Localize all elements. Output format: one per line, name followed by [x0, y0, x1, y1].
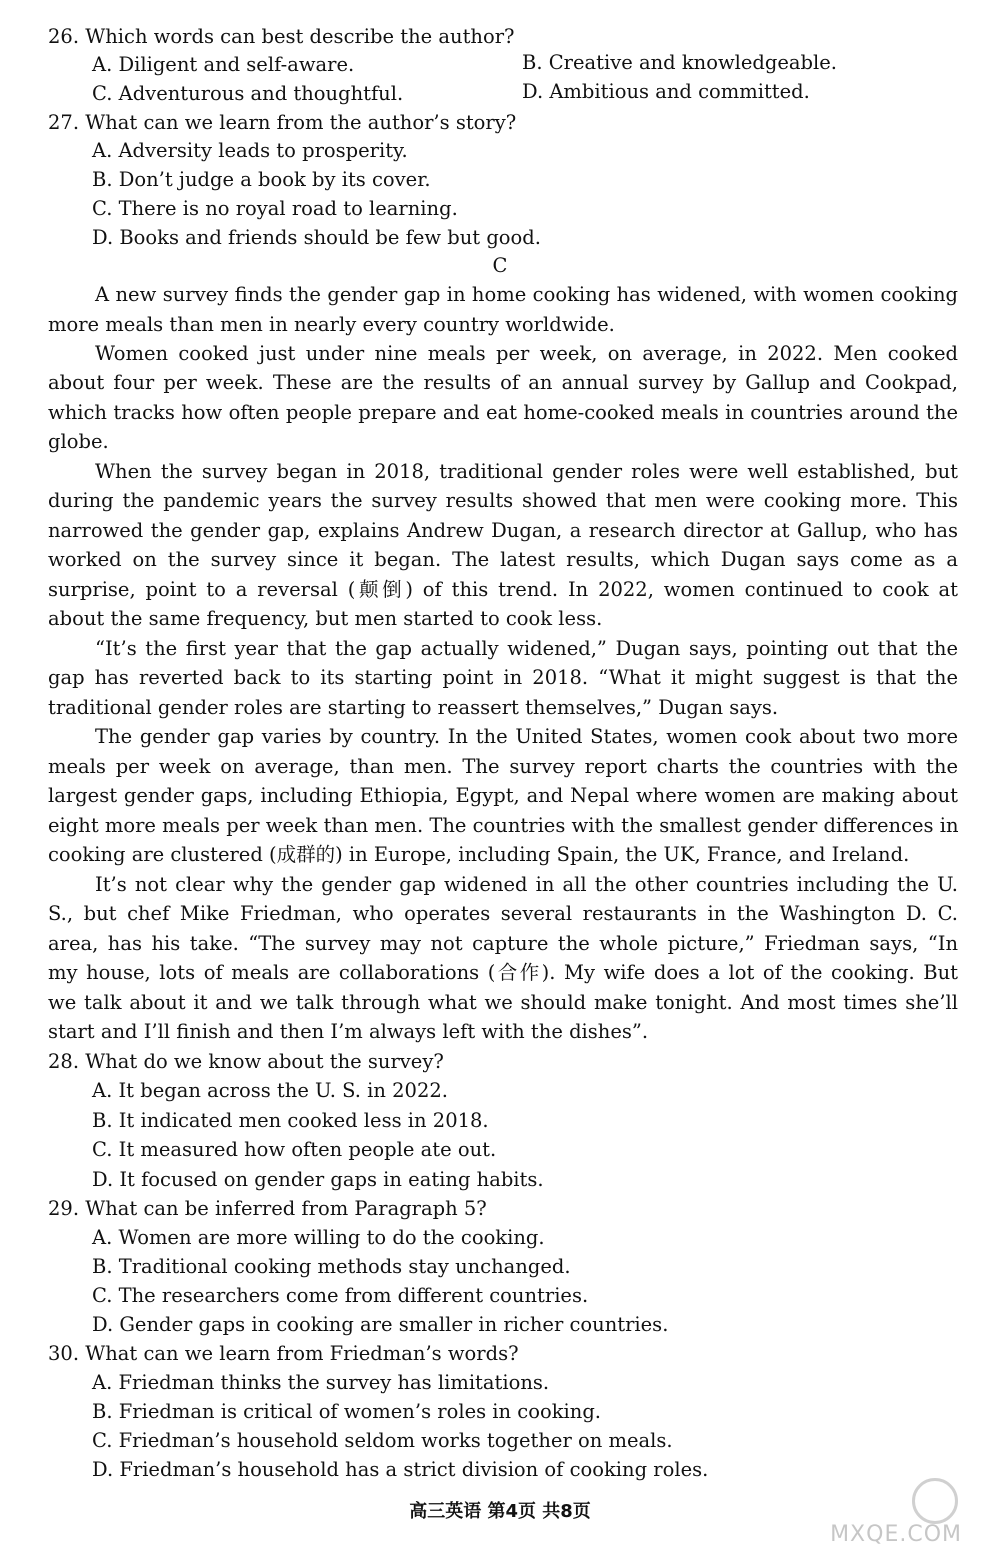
passage-line: S., but chef Mike Friedman, who operates several restaurants in the Washington D. C.	[48, 902, 958, 925]
passage-line: Women cooked just under nine meals per week, on average, in 2022. Men cooked	[95, 342, 958, 365]
question-26-stem: 26. Which words can best describe the author?	[48, 25, 515, 48]
q30-option-d: D. Friedman’s household has a strict division of cooking roles.	[92, 1458, 709, 1481]
q26-option-d: D. Ambitious and committed.	[522, 80, 810, 103]
passage-line: more meals than men in nearly every country worldwide.	[48, 313, 615, 336]
question-30-stem: 30. What can we learn from Friedman’s words?	[48, 1342, 519, 1365]
passage-line: my house, lots of meals are collaborations (合作). My wife does a lot of the cooking. But	[48, 961, 958, 984]
passage-line: we talk about it and we talk through what we should make tonight. And most times she’ll	[48, 991, 958, 1014]
passage-line: about four per week. These are the results of an annual survey by Gallup and Cookpad,	[48, 371, 958, 394]
passage-line: start and I’ll finish and then I’m always left with the dishes”.	[48, 1020, 649, 1043]
q27-option-b: B. Don’t judge a book by its cover.	[92, 168, 431, 191]
q30-option-b: B. Friedman is critical of women’s roles in cooking.	[92, 1400, 601, 1423]
section-label: C	[492, 254, 508, 277]
q26-option-c: C. Adventurous and thoughtful.	[92, 82, 404, 105]
watermark-logo	[814, 1478, 984, 1553]
q28-option-a: A. It began across the U. S. in 2022.	[92, 1079, 448, 1102]
passage-line: traditional gender roles are starting to reassert themselves,” Dugan says.	[48, 696, 779, 719]
q27-option-c: C. There is no royal road to learning.	[92, 197, 458, 220]
question-28-stem: 28. What do we know about the survey?	[48, 1050, 444, 1073]
passage-line: surprise, point to a reversal (颠倒) of this trend. In 2022, women continued to cook at	[48, 578, 958, 601]
q28-option-d: D. It focused on gender gaps in eating habits.	[92, 1168, 544, 1191]
q27-option-d: D. Books and friends should be few but good.	[92, 226, 541, 249]
passage-line: “It’s the first year that the gap actually widened,” Dugan says, pointing out that the	[95, 637, 958, 660]
passage-line: cooking are clustered (成群的) in Europe, including Spain, the UK, France, and Ireland.	[48, 843, 910, 866]
passage-line: It’s not clear why the gender gap widened in all the other countries including the U.	[95, 873, 958, 896]
passage-line: A new survey finds the gender gap in home cooking has widened, with women cooking	[95, 283, 958, 306]
passage-line: When the survey began in 2018, traditional gender roles were well established, but	[95, 460, 958, 483]
q29-option-a: A. Women are more willing to do the cooking.	[92, 1226, 545, 1249]
passage-line: gap has reverted back to its starting point in 2018. “What it might suggest is that the	[48, 666, 958, 689]
passage-line: during the pandemic years the survey results showed that men were cooking more. This	[48, 489, 958, 512]
question-29-stem: 29. What can be inferred from Paragraph 5?	[48, 1197, 487, 1220]
q26-option-a: A. Diligent and self-aware.	[92, 53, 355, 76]
passage-line: The gender gap varies by country. In the United States, women cook about two more	[95, 725, 958, 748]
watermark-circle-icon	[912, 1478, 958, 1524]
q29-option-d: D. Gender gaps in cooking are smaller in richer countries.	[92, 1313, 669, 1336]
passage-line: about the same frequency, but men started to cook less.	[48, 607, 603, 630]
passage-line: which tracks how often people prepare and eat home-cooked meals in countries around the	[48, 401, 958, 424]
q30-option-c: C. Friedman’s household seldom works together on meals.	[92, 1429, 673, 1452]
watermark-text: MXQE.COM	[830, 1522, 962, 1547]
passage-line: largest gender gaps, including Ethiopia, Egypt, and Nepal where women are making about	[48, 784, 958, 807]
question-27-stem: 27. What can we learn from the author’s story?	[48, 111, 517, 134]
q29-option-c: C. The researchers come from different countries.	[92, 1284, 589, 1307]
q28-option-b: B. It indicated men cooked less in 2018.	[92, 1109, 489, 1132]
q27-option-a: A. Adversity leads to prosperity.	[92, 139, 408, 162]
q26-option-b: B. Creative and knowledgeable.	[522, 51, 837, 74]
q30-option-a: A. Friedman thinks the survey has limitations.	[92, 1371, 550, 1394]
passage-line: globe.	[48, 430, 109, 453]
passage-line: meals per week on average, than men. The survey report charts the countries with the	[48, 755, 958, 778]
page-footer: 高三英语 第4页 共8页	[409, 1501, 591, 1522]
q28-option-c: C. It measured how often people ate out.	[92, 1138, 497, 1161]
passage-line: area, has his take. “The survey may not capture the whole picture,” Friedman says, “In	[48, 932, 958, 955]
passage-line: eight more meals per week than men. The countries with the smallest gender differences in	[48, 814, 959, 837]
q29-option-b: B. Traditional cooking methods stay unchanged.	[92, 1255, 571, 1278]
passage-line: worked on the survey since it began. The latest results, which Dugan says come as a	[48, 548, 958, 571]
passage-line: narrowed the gender gap, explains Andrew Dugan, a research director at Gallup, who has	[48, 519, 958, 542]
